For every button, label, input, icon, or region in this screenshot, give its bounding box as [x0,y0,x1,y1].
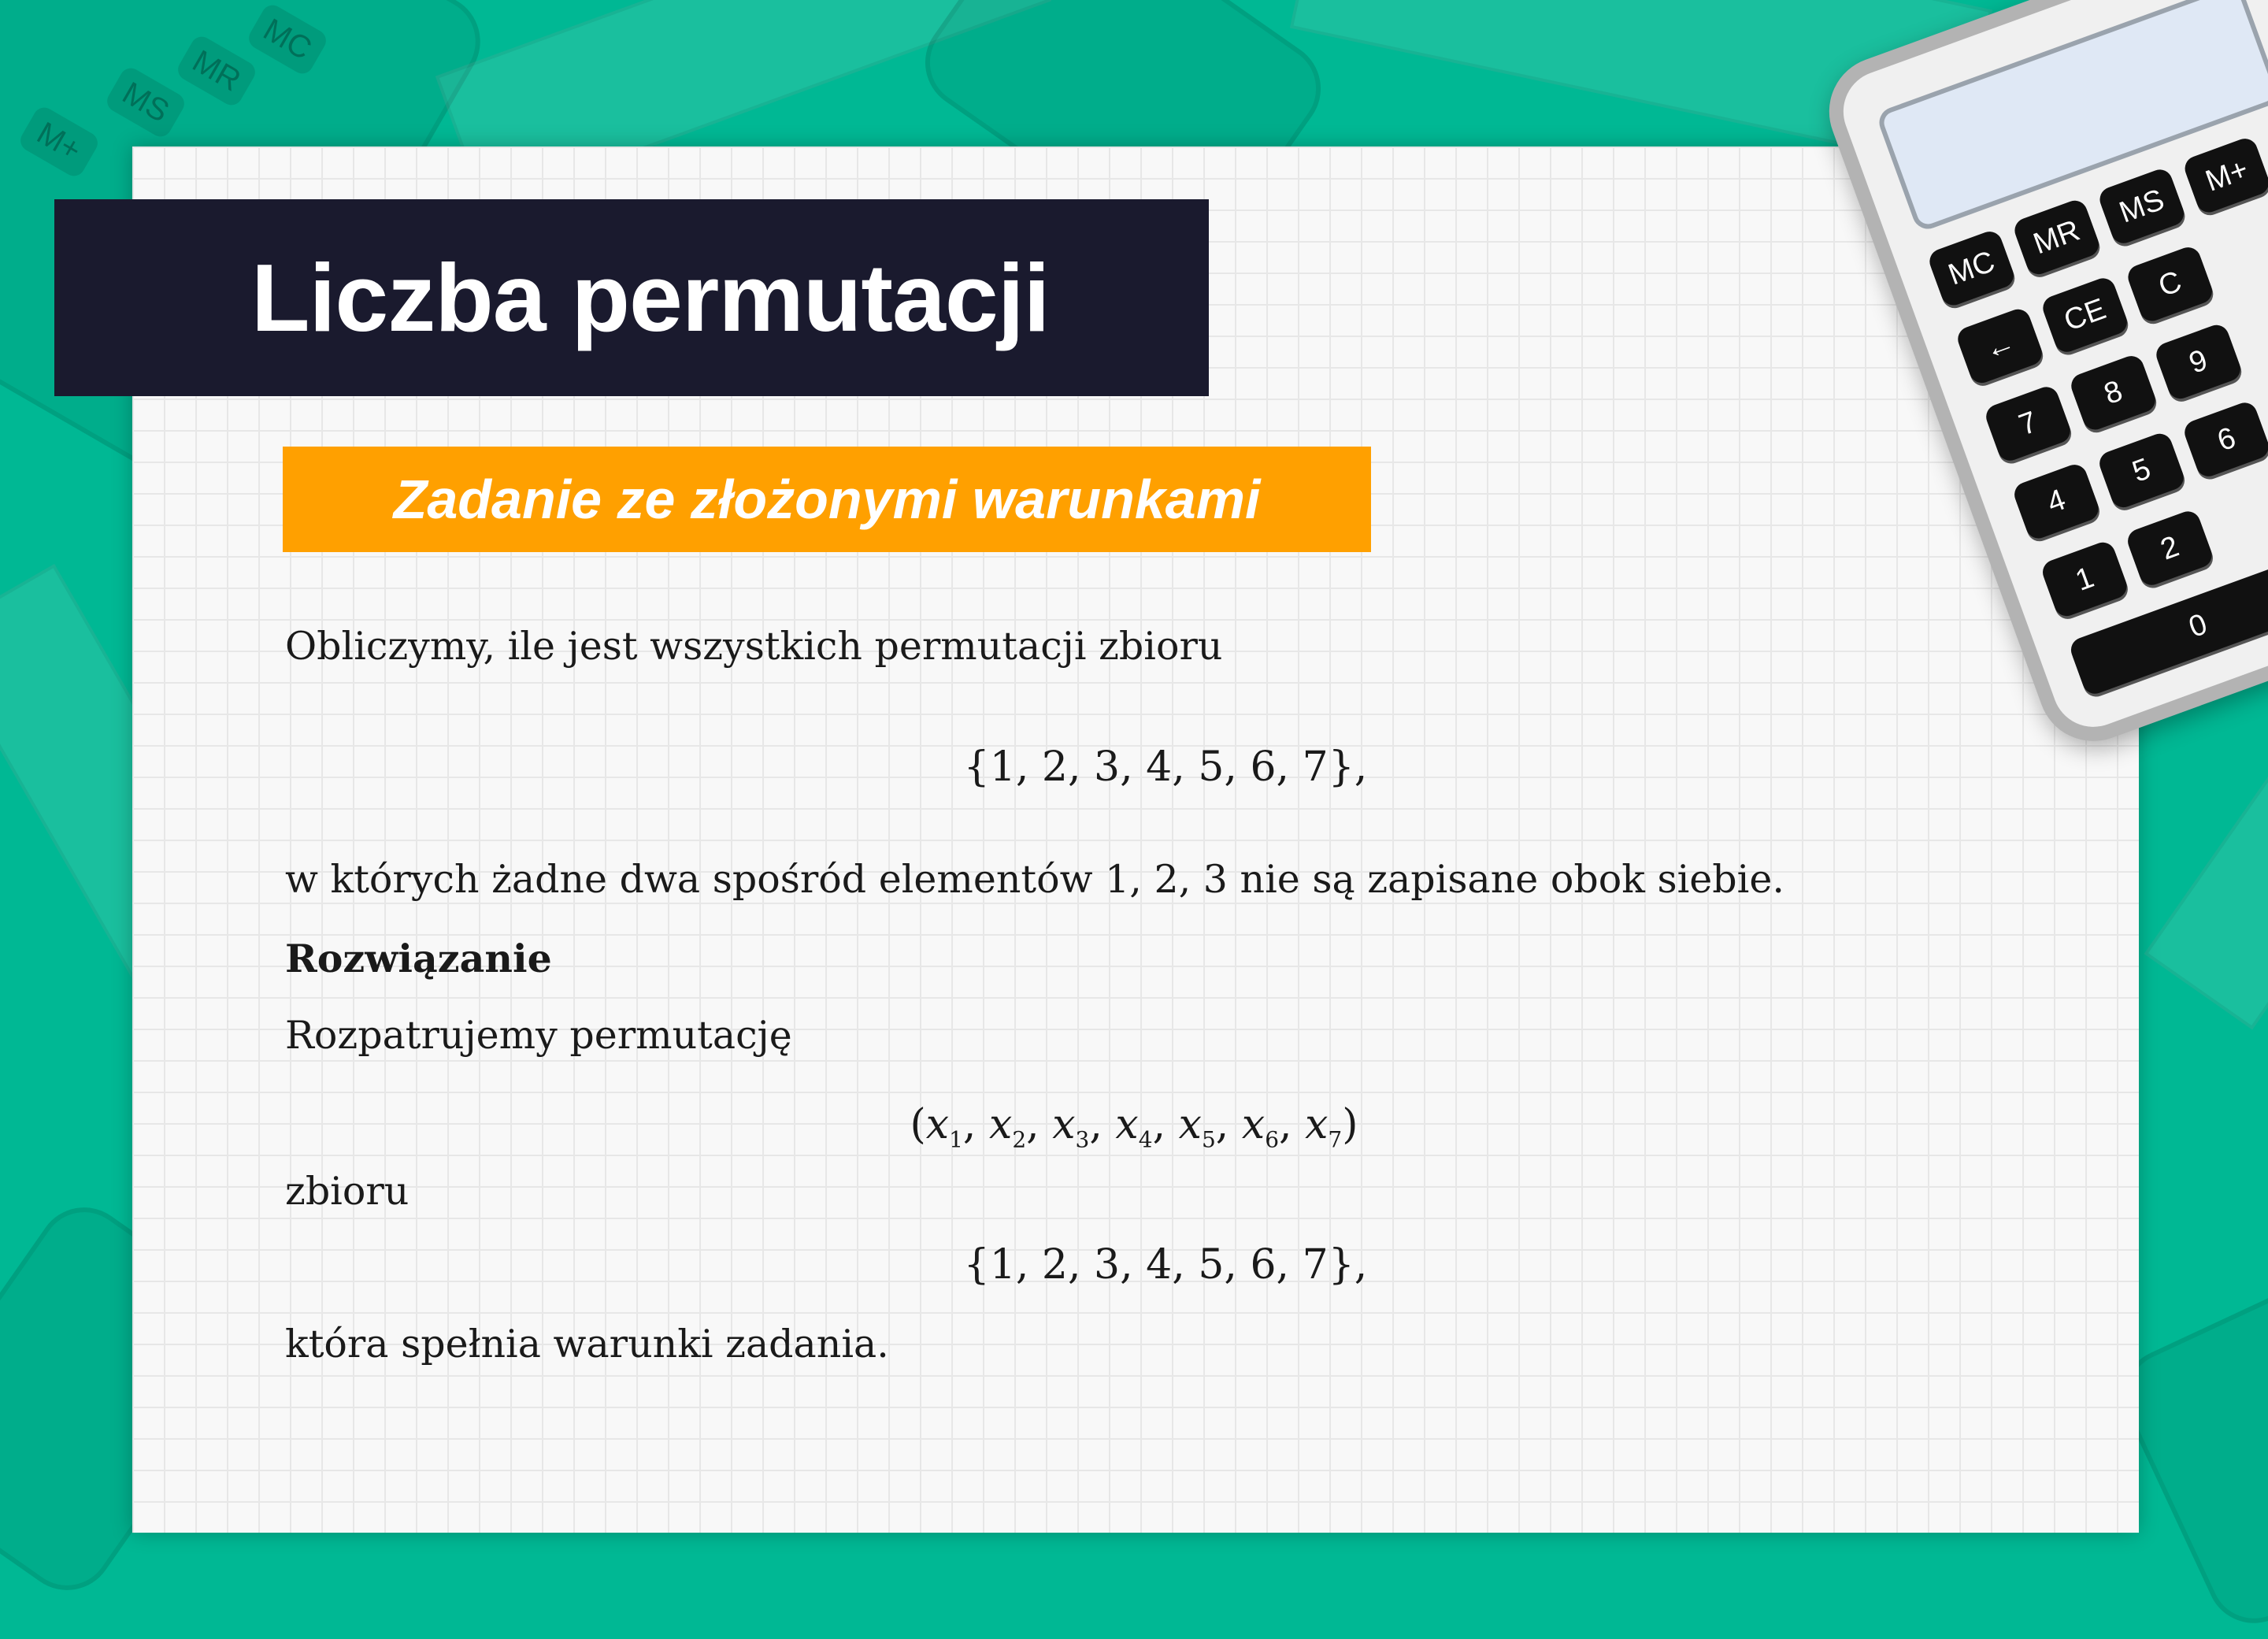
calculator-key-0: 0 [2067,554,2268,697]
tuple-subscript: 2 [1012,1126,1027,1153]
tuple-subscript: 7 [1328,1126,1343,1153]
calculator-key-mplus: M+ [2181,135,2268,216]
tuple-variable: x [1305,1101,1329,1148]
tuple-subscript: 5 [1201,1126,1216,1153]
calculator-key-ce: CE [2040,275,2131,355]
set-formula-1: {1, 2, 3, 4, 5, 6, 7}, [963,743,1368,791]
calculator-key-5: 5 [2096,430,2188,510]
set-formula-2: {1, 2, 3, 4, 5, 6, 7}, [963,1241,1368,1289]
tuple-formula [0,1101,2268,1152]
tuple-separator: , [1215,1101,1242,1148]
page-subtitle: Zadanie ze złożonymi warunkami [393,469,1261,530]
tuple-open-paren: ( [910,1101,926,1148]
calculator-key-ms: MS [2096,166,2188,247]
background-ruler-right [2144,678,2268,1030]
solution-heading: Rozwiązanie [285,936,552,981]
calculator-key-mr: MR [2011,197,2103,277]
calculator-key-8: 8 [2068,353,2159,433]
calculator-key-6: 6 [2181,399,2268,480]
tuple-separator: , [1152,1101,1179,1148]
paragraph-condition: w których żadne dwa spośród elementów 1, 2, 3 nie są zapisane obok siebie. [285,857,1784,902]
subtitle-banner [283,447,1371,552]
calculator-key-7: 7 [1983,384,2074,464]
tuple-subscript: 3 [1075,1126,1090,1153]
tuple-separator: , [1279,1101,1306,1148]
calculator-key-1: 1 [2040,539,2131,619]
background-key: MC [245,2,330,78]
calculator-key-2: 2 [2125,508,2216,588]
tuple-close-paren: ) [1342,1101,1358,1148]
background-key: MR [174,33,259,109]
tuple-variable: x [1178,1101,1202,1148]
tuple-variable: x [1052,1101,1076,1148]
paragraph-of-set: zbioru [285,1169,410,1214]
background-key: MS [103,65,188,141]
calculator-key-9: 9 [2153,321,2244,402]
title-banner [54,199,1209,396]
calculator-key-4: 4 [2011,462,2103,542]
calculator-key-backspace: ← [1955,306,2046,386]
tuple-subscript: 1 [949,1126,963,1153]
tuple-variable: x [988,1101,1013,1148]
tuple-subscript: 4 [1138,1126,1153,1153]
tuple-variable: x [1115,1101,1139,1148]
tuple-separator: , [1089,1101,1116,1148]
calculator-key-c: C [2125,244,2216,324]
paragraph-consider: Rozpatrujemy permutację [285,1013,792,1058]
calculator-key-mc: MC [1926,228,2018,309]
tuple-variable: x [1241,1101,1266,1148]
paragraph-satisfies: która spełnia warunki zadania. [285,1322,889,1366]
tuple-variable: x [925,1101,950,1148]
tuple-separator: , [1026,1101,1053,1148]
page-title: Liczba permutacji [251,244,1050,351]
background-key: M+ [17,104,102,180]
tuple-subscript: 6 [1265,1126,1280,1153]
tuple-separator: , [962,1101,989,1148]
paragraph-intro: Obliczymy, ile jest wszystkich permutacji zbioru [285,624,1223,669]
